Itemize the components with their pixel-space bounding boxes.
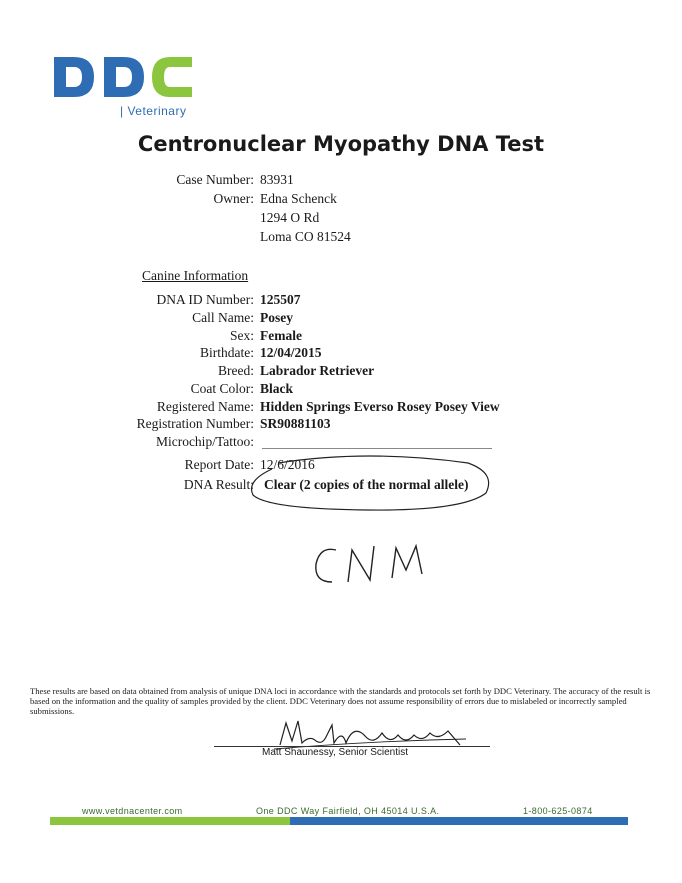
- footer-phone: 1-800-625-0874: [523, 806, 593, 816]
- canine-label: Registration Number:: [136, 416, 254, 431]
- dna-result-label: DNA Result:: [183, 477, 254, 492]
- canine-label: Birthdate:: [200, 345, 254, 360]
- canine-value: Labrador Retriever: [260, 363, 375, 378]
- canine-info-heading: Canine Information: [142, 268, 249, 283]
- owner-name: Edna Schenck: [260, 191, 337, 206]
- case-number-value: 83931: [260, 172, 294, 187]
- report-date-label: Report Date:: [184, 457, 254, 472]
- handdrawn-oval: [248, 455, 493, 515]
- canine-label: DNA ID Number:: [156, 292, 254, 307]
- canine-label: Coat Color:: [190, 381, 254, 396]
- footer-website[interactable]: www.vetdnacenter.com: [82, 806, 183, 816]
- signatory-name: Matt Shaunessy, Senior Scientist: [262, 747, 408, 758]
- canine-label: Sex:: [229, 328, 254, 343]
- dna-result-value: Clear (2 copies of the normal allele): [264, 477, 469, 492]
- owner-address-1: 1294 O Rd: [260, 210, 320, 225]
- owner-label: Owner:: [213, 191, 254, 206]
- footer-bar-green: [50, 817, 290, 825]
- footer-address: One DDC Way Fairfield, OH 45014 U.S.A.: [256, 806, 440, 816]
- logo-subtitle: | Veterinary: [120, 104, 187, 118]
- canine-value: SR90881103: [260, 416, 331, 431]
- canine-label: Registered Name:: [156, 399, 254, 414]
- case-number-label: Case Number:: [176, 172, 254, 187]
- microchip-underline: [262, 448, 492, 449]
- document-title: Centronuclear Myopathy DNA Test: [137, 132, 545, 156]
- owner-address-2: Loma CO 81524: [260, 229, 351, 244]
- canine-value: Black: [260, 381, 294, 396]
- disclaimer-text: These results are based on data obtained from analysis of unique DNA loci in accordance with the standards and protocols set forth by DDC Veterinary. The accuracy of the result is based on the information and the quality of samples provided by the client. DDC Veterinary does not assume responsibility of errors due to mislabeled or incorrectly sampled submissions.: [30, 686, 651, 716]
- report-date-value: 12/6/2016: [260, 457, 315, 472]
- canine-value: Female: [260, 328, 302, 343]
- canine-label: Call Name:: [192, 310, 254, 325]
- footer-bar-blue: [290, 817, 628, 825]
- canine-label: Breed:: [218, 363, 254, 378]
- handwritten-cnm: [308, 536, 438, 596]
- canine-label: Microchip/Tattoo:: [155, 434, 254, 449]
- canine-value: Hidden Springs Everso Rosey Posey View: [260, 399, 500, 414]
- canine-value: 125507: [260, 292, 301, 307]
- canine-value: 12/04/2015: [260, 345, 322, 360]
- canine-value: Posey: [260, 310, 293, 325]
